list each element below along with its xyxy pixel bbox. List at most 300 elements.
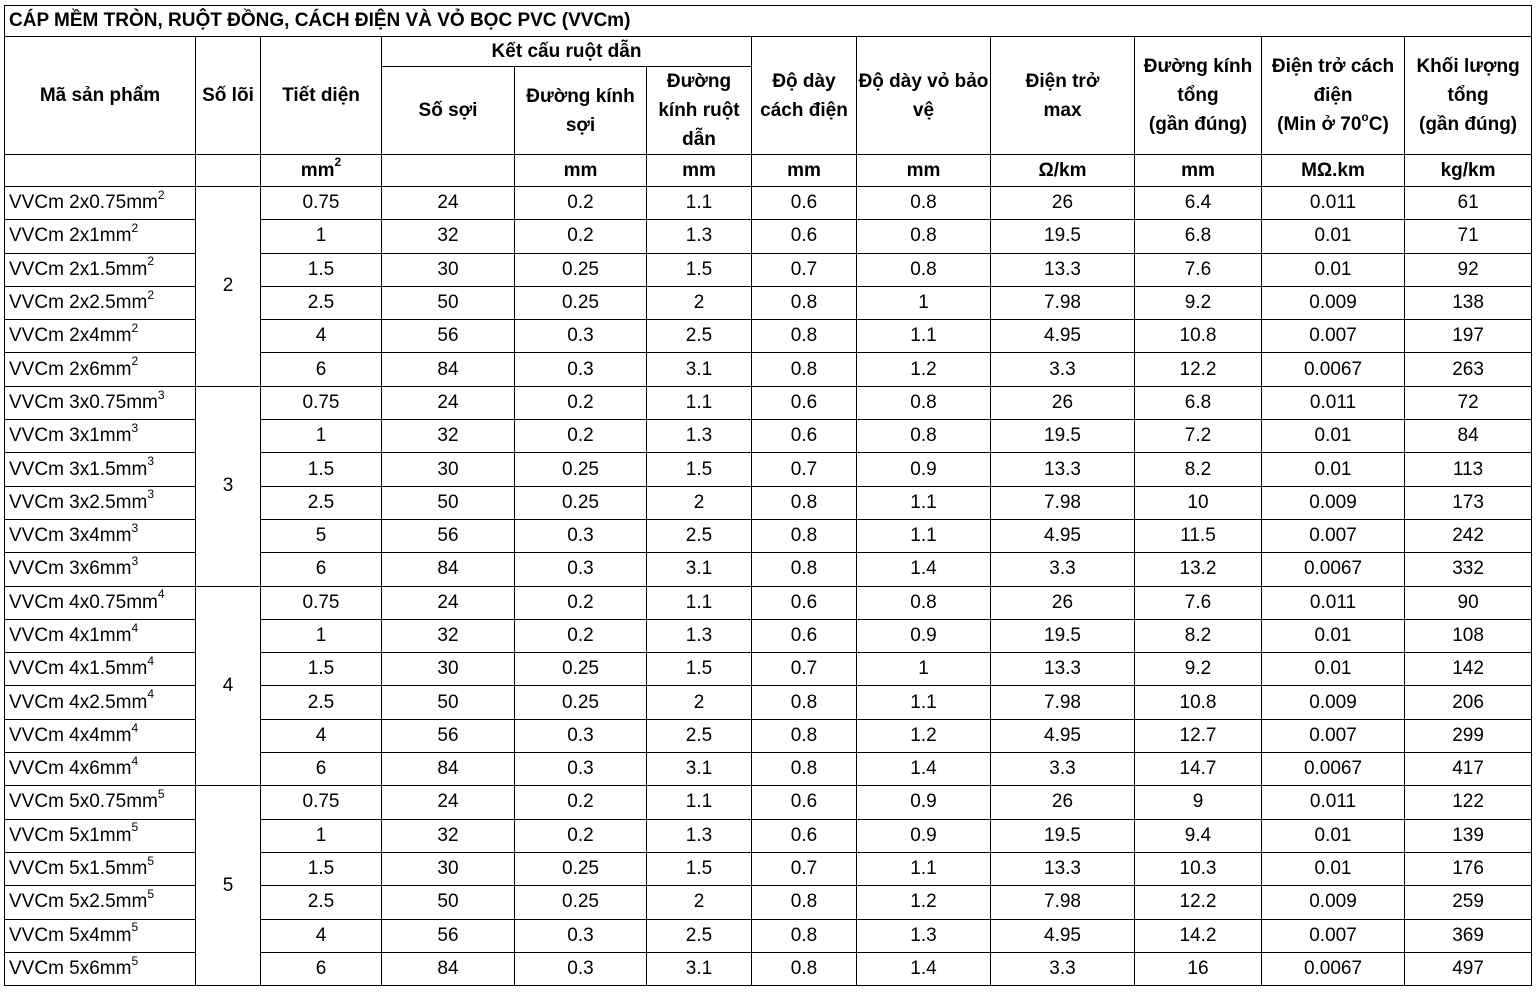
header-insulation-resistance bbox=[1262, 37, 1405, 155]
wire-diameter-cell: 0.2 bbox=[515, 220, 647, 253]
sheath-thickness-cell: 1.1 bbox=[857, 486, 991, 519]
wire-diameter-cell: 0.2 bbox=[515, 819, 647, 852]
insulation-thickness-cell: 0.7 bbox=[752, 852, 857, 885]
conductor-diameter-cell: 1.5 bbox=[647, 453, 752, 486]
header-conductor-diameter: Đường kính ruột dẫn bbox=[647, 67, 752, 155]
product-code-text: VVCm 3x4mm bbox=[9, 525, 132, 547]
product-code-sup: 3 bbox=[157, 387, 165, 402]
sheath-thickness-cell: 1 bbox=[857, 653, 991, 686]
insulation-resistance-cell: 0.01 bbox=[1262, 653, 1405, 686]
table-row bbox=[5, 386, 1532, 419]
table-title: CÁP MỀM TRÒN, RUỘT ĐỒNG, CÁCH ĐIỆN VÀ VỎ BỌC PVC (VVCm) bbox=[5, 6, 1532, 37]
unit-wire-count bbox=[382, 155, 515, 187]
header-conductor-structure: Kết cấu ruột dẫn bbox=[382, 37, 752, 67]
wire-diameter-cell: 0.3 bbox=[515, 952, 647, 985]
conductor-diameter-cell: 3.1 bbox=[647, 952, 752, 985]
wire-count-cell: 84 bbox=[382, 353, 515, 386]
product-code-text: VVCm 3x0.75mm bbox=[9, 391, 158, 413]
header-overall-diameter-line1: Đường kính tổng bbox=[1143, 56, 1253, 106]
insulation-resistance-cell: 0.009 bbox=[1262, 886, 1405, 919]
wire-diameter-cell: 0.25 bbox=[515, 886, 647, 919]
conductor-diameter-cell: 2.5 bbox=[647, 519, 752, 552]
wire-count-cell: 32 bbox=[382, 220, 515, 253]
product-code-sup: 4 bbox=[157, 587, 165, 602]
insulation-thickness-cell: 0.6 bbox=[752, 619, 857, 652]
product-code-cell bbox=[5, 919, 196, 952]
cross-section-cell: 6 bbox=[261, 553, 382, 586]
wire-count-cell: 56 bbox=[382, 320, 515, 353]
insulation-resistance-cell: 0.011 bbox=[1262, 187, 1405, 220]
sheath-thickness-cell: 0.8 bbox=[857, 220, 991, 253]
insulation-thickness-cell: 0.8 bbox=[752, 952, 857, 985]
header-weight-line1: Khối lượng tổng bbox=[1416, 56, 1520, 106]
weight-cell: 139 bbox=[1405, 819, 1532, 852]
insulation-resistance-cell: 0.011 bbox=[1262, 586, 1405, 619]
product-code-cell bbox=[5, 586, 196, 619]
wire-diameter-cell: 0.3 bbox=[515, 553, 647, 586]
wire-count-cell: 50 bbox=[382, 286, 515, 319]
cores-cell: 3 bbox=[196, 386, 261, 586]
product-code-cell bbox=[5, 786, 196, 819]
wire-diameter-cell: 0.25 bbox=[515, 286, 647, 319]
weight-cell: 72 bbox=[1405, 386, 1532, 419]
weight-cell: 122 bbox=[1405, 786, 1532, 819]
wire-diameter-cell: 0.2 bbox=[515, 619, 647, 652]
sheath-thickness-cell: 1.4 bbox=[857, 553, 991, 586]
wire-diameter-cell: 0.2 bbox=[515, 386, 647, 419]
unit-cores bbox=[196, 155, 261, 187]
cross-section-cell: 6 bbox=[261, 353, 382, 386]
weight-cell: 138 bbox=[1405, 286, 1532, 319]
cross-section-cell: 1.5 bbox=[261, 653, 382, 686]
max-resistance-cell: 19.5 bbox=[991, 420, 1135, 453]
header-insulation-resistance-line2 bbox=[1262, 110, 1404, 139]
product-code-sup: 3 bbox=[131, 554, 139, 569]
product-code-text: VVCm 5x1.5mm bbox=[9, 858, 148, 880]
overall-diameter-cell: 7.2 bbox=[1135, 420, 1262, 453]
product-code-text: VVCm 5x1mm bbox=[9, 824, 132, 846]
insulation-thickness-cell: 0.8 bbox=[752, 353, 857, 386]
wire-count-cell: 30 bbox=[382, 253, 515, 286]
cross-section-cell: 1.5 bbox=[261, 453, 382, 486]
wire-count-cell: 30 bbox=[382, 852, 515, 885]
product-code-text: VVCm 4x1.5mm bbox=[9, 658, 148, 680]
sheath-thickness-cell: 0.8 bbox=[857, 586, 991, 619]
product-code-text: VVCm 2x4mm bbox=[9, 325, 132, 347]
conductor-diameter-cell: 1.5 bbox=[647, 852, 752, 885]
cross-section-cell: 2.5 bbox=[261, 686, 382, 719]
insulation-resistance-cell: 0.01 bbox=[1262, 220, 1405, 253]
overall-diameter-cell: 10.8 bbox=[1135, 686, 1262, 719]
wire-diameter-cell: 0.2 bbox=[515, 586, 647, 619]
sheath-thickness-cell: 0.8 bbox=[857, 253, 991, 286]
header-max-resistance bbox=[991, 37, 1135, 155]
cores-cell: 4 bbox=[196, 586, 261, 786]
weight-cell: 92 bbox=[1405, 253, 1532, 286]
product-code-cell bbox=[5, 386, 196, 419]
insulation-thickness-cell: 0.6 bbox=[752, 420, 857, 453]
sheath-thickness-cell: 1.2 bbox=[857, 719, 991, 752]
product-code-sup: 3 bbox=[147, 454, 154, 469]
product-code-sup: 4 bbox=[131, 753, 139, 768]
sheath-thickness-cell: 0.8 bbox=[857, 187, 991, 220]
weight-cell: 173 bbox=[1405, 486, 1532, 519]
product-code-cell bbox=[5, 686, 196, 719]
insulation-resistance-cell: 0.007 bbox=[1262, 719, 1405, 752]
product-code-text: VVCm 4x4mm bbox=[9, 724, 132, 746]
insulation-resistance-cell: 0.01 bbox=[1262, 253, 1405, 286]
sheath-thickness-cell: 0.8 bbox=[857, 420, 991, 453]
insulation-thickness-cell: 0.8 bbox=[752, 553, 857, 586]
cross-section-cell: 0.75 bbox=[261, 187, 382, 220]
unit-cross-section-base: mm bbox=[300, 159, 335, 181]
max-resistance-cell: 7.98 bbox=[991, 886, 1135, 919]
product-code-text: VVCm 3x2.5mm bbox=[9, 491, 148, 513]
max-resistance-cell: 4.95 bbox=[991, 320, 1135, 353]
product-code-sup: 2 bbox=[131, 321, 139, 335]
wire-count-cell: 30 bbox=[382, 653, 515, 686]
max-resistance-cell: 26 bbox=[991, 786, 1135, 819]
weight-cell: 90 bbox=[1405, 586, 1532, 619]
product-code-sup: 3 bbox=[131, 520, 139, 535]
product-code-text: VVCm 5x0.75mm bbox=[9, 791, 158, 813]
max-resistance-cell: 7.98 bbox=[991, 286, 1135, 319]
wire-count-cell: 24 bbox=[382, 586, 515, 619]
product-code-cell bbox=[5, 353, 196, 386]
insulation-resistance-cell: 0.007 bbox=[1262, 320, 1405, 353]
cross-section-cell: 2.5 bbox=[261, 886, 382, 919]
header-insulation-thickness: Độ dày cách điện bbox=[752, 37, 857, 155]
product-code-sup: 4 bbox=[147, 687, 154, 702]
conductor-diameter-cell: 1.3 bbox=[647, 619, 752, 652]
cross-section-cell: 0.75 bbox=[261, 386, 382, 419]
sheath-thickness-cell: 0.8 bbox=[857, 386, 991, 419]
insulation-resistance-cell: 0.011 bbox=[1262, 786, 1405, 819]
conductor-diameter-cell: 2 bbox=[647, 486, 752, 519]
header-overall-diameter bbox=[1135, 37, 1262, 155]
unit-conductor-diameter: mm bbox=[647, 155, 752, 187]
product-code-cell bbox=[5, 286, 196, 319]
cable-spec-table bbox=[4, 5, 1532, 986]
cross-section-cell: 4 bbox=[261, 320, 382, 353]
overall-diameter-cell: 9 bbox=[1135, 786, 1262, 819]
insulation-resistance-cell: 0.01 bbox=[1262, 852, 1405, 885]
weight-cell: 84 bbox=[1405, 420, 1532, 453]
product-code-cell bbox=[5, 619, 196, 652]
insulation-resistance-cell: 0.01 bbox=[1262, 619, 1405, 652]
insulation-thickness-cell: 0.7 bbox=[752, 453, 857, 486]
cross-section-cell: 1.5 bbox=[261, 253, 382, 286]
product-code-sup: 3 bbox=[131, 420, 139, 435]
product-code-cell bbox=[5, 553, 196, 586]
insulation-thickness-cell: 0.8 bbox=[752, 486, 857, 519]
header-wire-count: Số sợi bbox=[382, 67, 515, 155]
weight-cell: 263 bbox=[1405, 353, 1532, 386]
max-resistance-cell: 4.95 bbox=[991, 519, 1135, 552]
header-wire-diameter: Đường kính sợi bbox=[515, 67, 647, 155]
conductor-diameter-cell: 1.3 bbox=[647, 819, 752, 852]
weight-cell: 299 bbox=[1405, 719, 1532, 752]
wire-count-cell: 84 bbox=[382, 753, 515, 786]
product-code-sup: 4 bbox=[147, 653, 154, 668]
max-resistance-cell: 7.98 bbox=[991, 486, 1135, 519]
insulation-thickness-cell: 0.6 bbox=[752, 187, 857, 220]
cross-section-cell: 1 bbox=[261, 220, 382, 253]
weight-cell: 71 bbox=[1405, 220, 1532, 253]
overall-diameter-cell: 11.5 bbox=[1135, 519, 1262, 552]
insulation-resistance-cell: 0.0067 bbox=[1262, 952, 1405, 985]
header-max-resistance-line2: max bbox=[1043, 99, 1082, 121]
max-resistance-cell: 26 bbox=[991, 586, 1135, 619]
unit-weight: kg/km bbox=[1405, 155, 1532, 187]
product-code-text: VVCm 2x1mm bbox=[9, 225, 132, 247]
header-max-resistance-line1: Điện trở bbox=[1025, 70, 1100, 92]
product-code-cell bbox=[5, 852, 196, 885]
insulation-thickness-cell: 0.7 bbox=[752, 253, 857, 286]
conductor-diameter-cell: 2.5 bbox=[647, 320, 752, 353]
insulation-resistance-cell: 0.0067 bbox=[1262, 553, 1405, 586]
cores-cell: 2 bbox=[196, 187, 261, 387]
header-weight bbox=[1405, 37, 1532, 155]
overall-diameter-cell: 7.6 bbox=[1135, 253, 1262, 286]
unit-cross-section-sup: 2 bbox=[334, 155, 342, 170]
product-code-text: VVCm 3x6mm bbox=[9, 558, 132, 580]
cross-section-cell: 6 bbox=[261, 753, 382, 786]
product-code-cell bbox=[5, 253, 196, 286]
overall-diameter-cell: 7.6 bbox=[1135, 586, 1262, 619]
overall-diameter-cell: 6.8 bbox=[1135, 386, 1262, 419]
unit-insulation-thickness: mm bbox=[752, 155, 857, 187]
wire-count-cell: 56 bbox=[382, 519, 515, 552]
weight-cell: 369 bbox=[1405, 919, 1532, 952]
sheath-thickness-cell: 1.2 bbox=[857, 353, 991, 386]
sheath-thickness-cell: 0.9 bbox=[857, 786, 991, 819]
wire-count-cell: 56 bbox=[382, 919, 515, 952]
insulation-thickness-cell: 0.6 bbox=[752, 786, 857, 819]
product-code-text: VVCm 5x4mm bbox=[9, 924, 132, 946]
conductor-diameter-cell: 1.1 bbox=[647, 386, 752, 419]
insulation-resistance-cell: 0.007 bbox=[1262, 519, 1405, 552]
unit-cross-section bbox=[261, 155, 382, 187]
product-code-cell bbox=[5, 886, 196, 919]
wire-count-cell: 32 bbox=[382, 420, 515, 453]
sheath-thickness-cell: 1.1 bbox=[857, 686, 991, 719]
overall-diameter-cell: 9.2 bbox=[1135, 653, 1262, 686]
product-code-cell bbox=[5, 819, 196, 852]
header-insulation-resistance-suffix: C) bbox=[1368, 114, 1389, 135]
product-code-cell bbox=[5, 220, 196, 253]
header-sheath-thickness: Độ dày vỏ bảo vệ bbox=[857, 37, 991, 155]
sheath-thickness-cell: 1.3 bbox=[857, 919, 991, 952]
insulation-thickness-cell: 0.8 bbox=[752, 919, 857, 952]
wire-count-cell: 50 bbox=[382, 686, 515, 719]
header-cores: Số lõi bbox=[196, 37, 261, 155]
insulation-thickness-cell: 0.6 bbox=[752, 386, 857, 419]
wire-count-cell: 24 bbox=[382, 187, 515, 220]
insulation-thickness-cell: 0.8 bbox=[752, 886, 857, 919]
wire-diameter-cell: 0.3 bbox=[515, 353, 647, 386]
wire-diameter-cell: 0.25 bbox=[515, 852, 647, 885]
product-code-cell bbox=[5, 453, 196, 486]
insulation-resistance-cell: 0.01 bbox=[1262, 420, 1405, 453]
header-insulation-resistance-line1: Điện trở cách điện bbox=[1271, 56, 1395, 106]
wire-diameter-cell: 0.25 bbox=[515, 253, 647, 286]
max-resistance-cell: 19.5 bbox=[991, 220, 1135, 253]
product-code-text: VVCm 4x2.5mm bbox=[9, 691, 148, 713]
sheath-thickness-cell: 0.9 bbox=[857, 619, 991, 652]
max-resistance-cell: 3.3 bbox=[991, 753, 1135, 786]
cross-section-cell: 0.75 bbox=[261, 586, 382, 619]
conductor-diameter-cell: 1.5 bbox=[647, 253, 752, 286]
insulation-resistance-cell: 0.0067 bbox=[1262, 753, 1405, 786]
conductor-diameter-cell: 1.5 bbox=[647, 653, 752, 686]
table-row bbox=[5, 586, 1532, 619]
wire-diameter-cell: 0.3 bbox=[515, 753, 647, 786]
insulation-thickness-cell: 0.6 bbox=[752, 220, 857, 253]
sheath-thickness-cell: 0.9 bbox=[857, 453, 991, 486]
max-resistance-cell: 26 bbox=[991, 187, 1135, 220]
wire-count-cell: 84 bbox=[382, 553, 515, 586]
weight-cell: 259 bbox=[1405, 886, 1532, 919]
unit-wire-diameter: mm bbox=[515, 155, 647, 187]
overall-diameter-cell: 8.2 bbox=[1135, 619, 1262, 652]
product-code-sup: 5 bbox=[131, 953, 139, 968]
conductor-diameter-cell: 3.1 bbox=[647, 353, 752, 386]
wire-count-cell: 24 bbox=[382, 386, 515, 419]
product-code-sup: 5 bbox=[147, 887, 154, 902]
table-row bbox=[5, 187, 1532, 220]
insulation-thickness-cell: 0.7 bbox=[752, 653, 857, 686]
cross-section-cell: 4 bbox=[261, 919, 382, 952]
overall-diameter-cell: 13.2 bbox=[1135, 553, 1262, 586]
product-code-cell bbox=[5, 653, 196, 686]
unit-insulation-resistance: MΩ.km bbox=[1262, 155, 1405, 187]
wire-count-cell: 32 bbox=[382, 819, 515, 852]
conductor-diameter-cell: 1.1 bbox=[647, 786, 752, 819]
overall-diameter-cell: 14.7 bbox=[1135, 753, 1262, 786]
max-resistance-cell: 26 bbox=[991, 386, 1135, 419]
wire-count-cell: 84 bbox=[382, 952, 515, 985]
cross-section-cell: 2.5 bbox=[261, 486, 382, 519]
wire-diameter-cell: 0.25 bbox=[515, 453, 647, 486]
product-code-sup: 2 bbox=[147, 287, 154, 302]
wire-diameter-cell: 0.25 bbox=[515, 686, 647, 719]
overall-diameter-cell: 6.8 bbox=[1135, 220, 1262, 253]
max-resistance-cell: 4.95 bbox=[991, 919, 1135, 952]
weight-cell: 497 bbox=[1405, 952, 1532, 985]
overall-diameter-cell: 8.2 bbox=[1135, 453, 1262, 486]
cores-cell: 5 bbox=[196, 786, 261, 986]
conductor-diameter-cell: 1.1 bbox=[647, 586, 752, 619]
wire-diameter-cell: 0.3 bbox=[515, 919, 647, 952]
unit-max-resistance: Ω/km bbox=[991, 155, 1135, 187]
product-code-text: VVCm 3x1mm bbox=[9, 425, 132, 447]
conductor-diameter-cell: 2.5 bbox=[647, 719, 752, 752]
product-code-text: VVCm 2x6mm bbox=[9, 358, 132, 380]
wire-count-cell: 56 bbox=[382, 719, 515, 752]
product-code-sup: 2 bbox=[131, 221, 139, 236]
product-code-text: VVCm 2x1.5mm bbox=[9, 258, 148, 280]
product-code-cell bbox=[5, 320, 196, 353]
insulation-resistance-cell: 0.007 bbox=[1262, 919, 1405, 952]
cross-section-cell: 4 bbox=[261, 719, 382, 752]
weight-cell: 197 bbox=[1405, 320, 1532, 353]
max-resistance-cell: 3.3 bbox=[991, 553, 1135, 586]
wire-diameter-cell: 0.25 bbox=[515, 653, 647, 686]
product-code-text: VVCm 4x1mm bbox=[9, 625, 132, 646]
product-code-text: VVCm 4x0.75mm bbox=[9, 591, 158, 613]
insulation-thickness-cell: 0.6 bbox=[752, 586, 857, 619]
product-code-sup: 2 bbox=[147, 254, 154, 269]
wire-diameter-cell: 0.2 bbox=[515, 786, 647, 819]
insulation-resistance-cell: 0.01 bbox=[1262, 453, 1405, 486]
unit-sheath-thickness: mm bbox=[857, 155, 991, 187]
conductor-diameter-cell: 2 bbox=[647, 886, 752, 919]
product-code-sup: 2 bbox=[131, 354, 139, 369]
cross-section-cell: 1 bbox=[261, 420, 382, 453]
overall-diameter-cell: 10 bbox=[1135, 486, 1262, 519]
weight-cell: 108 bbox=[1405, 619, 1532, 652]
insulation-thickness-cell: 0.8 bbox=[752, 320, 857, 353]
insulation-resistance-cell: 0.011 bbox=[1262, 386, 1405, 419]
conductor-diameter-cell: 2 bbox=[647, 286, 752, 319]
product-code-cell bbox=[5, 187, 196, 220]
product-code-cell bbox=[5, 486, 196, 519]
header-weight-line2: (gần đúng) bbox=[1419, 114, 1518, 135]
insulation-thickness-cell: 0.8 bbox=[752, 286, 857, 319]
unit-product-code bbox=[5, 155, 196, 187]
product-code-text: VVCm 3x1.5mm bbox=[9, 458, 148, 480]
overall-diameter-cell: 6.4 bbox=[1135, 187, 1262, 220]
overall-diameter-cell: 12.2 bbox=[1135, 353, 1262, 386]
max-resistance-cell: 13.3 bbox=[991, 253, 1135, 286]
table-row bbox=[5, 786, 1532, 819]
sheath-thickness-cell: 1.4 bbox=[857, 952, 991, 985]
overall-diameter-cell: 10.8 bbox=[1135, 320, 1262, 353]
max-resistance-cell: 13.3 bbox=[991, 653, 1135, 686]
product-code-text: VVCm 2x0.75mm bbox=[9, 192, 158, 214]
product-code-sup: 5 bbox=[147, 853, 154, 868]
wire-count-cell: 50 bbox=[382, 886, 515, 919]
insulation-thickness-cell: 0.8 bbox=[752, 686, 857, 719]
header-insulation-resistance-prefix: (Min ở 70 bbox=[1277, 114, 1362, 135]
wire-count-cell: 30 bbox=[382, 453, 515, 486]
weight-cell: 176 bbox=[1405, 852, 1532, 885]
conductor-diameter-cell: 2.5 bbox=[647, 919, 752, 952]
product-code-text: VVCm 2x2.5mm bbox=[9, 292, 148, 314]
insulation-resistance-cell: 0.009 bbox=[1262, 486, 1405, 519]
product-code-text: VVCm 4x6mm bbox=[9, 758, 132, 780]
max-resistance-cell: 4.95 bbox=[991, 719, 1135, 752]
insulation-thickness-cell: 0.6 bbox=[752, 819, 857, 852]
insulation-resistance-cell: 0.01 bbox=[1262, 819, 1405, 852]
insulation-resistance-cell: 0.009 bbox=[1262, 286, 1405, 319]
wire-diameter-cell: 0.25 bbox=[515, 486, 647, 519]
overall-diameter-cell: 12.2 bbox=[1135, 886, 1262, 919]
product-code-sup: 3 bbox=[147, 487, 154, 502]
insulation-resistance-cell: 0.0067 bbox=[1262, 353, 1405, 386]
insulation-thickness-cell: 0.8 bbox=[752, 719, 857, 752]
sheath-thickness-cell: 1.4 bbox=[857, 753, 991, 786]
weight-cell: 61 bbox=[1405, 187, 1532, 220]
weight-cell: 113 bbox=[1405, 453, 1532, 486]
product-code-sup: 5 bbox=[131, 920, 139, 935]
cross-section-cell: 2.5 bbox=[261, 286, 382, 319]
sheath-thickness-cell: 1.1 bbox=[857, 519, 991, 552]
conductor-diameter-cell: 3.1 bbox=[647, 753, 752, 786]
sheath-thickness-cell: 1 bbox=[857, 286, 991, 319]
wire-count-cell: 24 bbox=[382, 786, 515, 819]
